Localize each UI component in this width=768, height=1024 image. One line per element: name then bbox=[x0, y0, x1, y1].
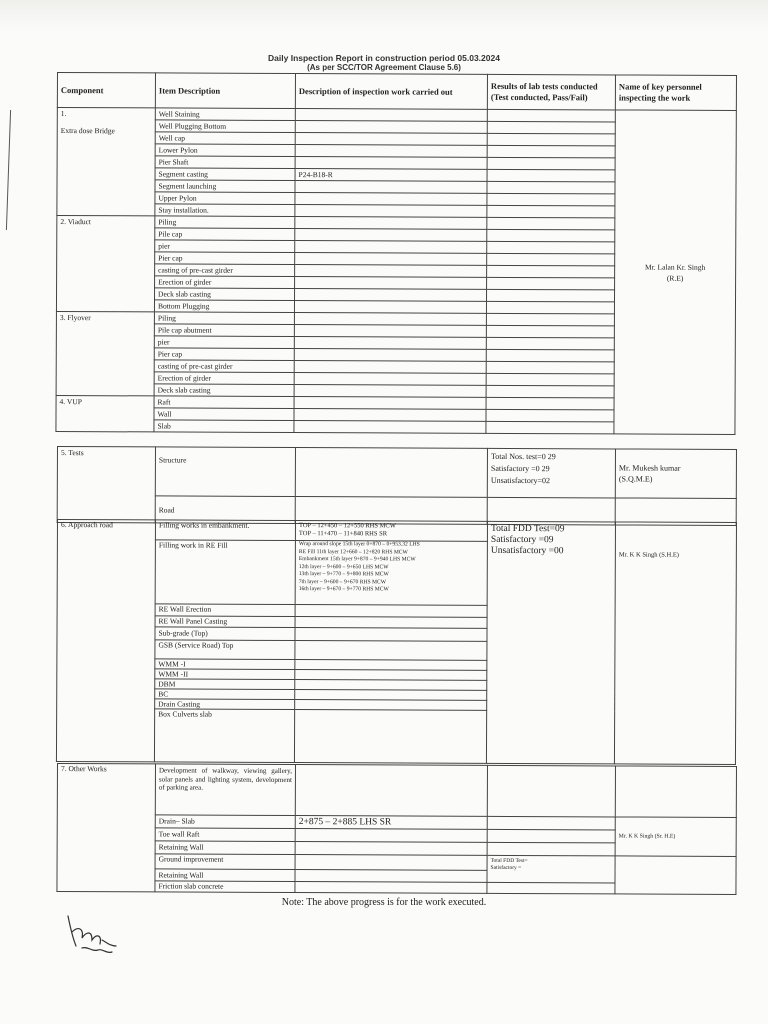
desc-cell bbox=[295, 229, 487, 242]
item-cell: casting of pre-cast girder bbox=[154, 360, 294, 373]
item-cell: Box Culverts slab bbox=[154, 709, 294, 763]
desc-line: 13th layer – 9+770 – 9+800 RHS MCW bbox=[298, 571, 389, 578]
item-cell: Upper Pylon bbox=[155, 192, 295, 205]
component-name: Viaduct bbox=[67, 217, 92, 227]
desc-cell bbox=[295, 289, 487, 302]
component-cell bbox=[56, 311, 154, 395]
personnel-role: (R.E) bbox=[666, 273, 684, 283]
inspection-table-other bbox=[56, 763, 737, 895]
result-cell bbox=[487, 205, 615, 218]
col-item: Item Description bbox=[155, 73, 295, 109]
item-cell: Pier Shaft bbox=[155, 156, 295, 169]
item-cell: Stay installation. bbox=[155, 204, 295, 217]
result-cell bbox=[487, 217, 615, 230]
item-cell: Deck slab casting bbox=[154, 384, 294, 397]
item-cell: Pile cap abutment bbox=[154, 324, 294, 337]
item-cell: BC bbox=[155, 689, 295, 700]
desc-cell bbox=[295, 109, 487, 122]
item-cell: Filling work in RE Fill bbox=[155, 540, 295, 605]
item-cell: Slab bbox=[154, 420, 294, 433]
desc-cell: 2+875 – 2+885 LHS SR bbox=[295, 816, 487, 830]
item-cell: Pier cap bbox=[154, 348, 294, 361]
desc-cell bbox=[295, 145, 487, 158]
result-cell bbox=[487, 181, 615, 194]
item-cell: Toe wall Raft bbox=[155, 828, 295, 842]
result-cell bbox=[487, 253, 615, 266]
inspection-table bbox=[55, 72, 737, 435]
component-name: Approach road bbox=[68, 520, 113, 530]
desc-cell bbox=[295, 641, 487, 661]
desc-cell bbox=[295, 157, 487, 170]
header-row bbox=[57, 73, 736, 111]
item-cell: Drain Casting bbox=[155, 699, 295, 710]
result-line: Satisfactory = bbox=[490, 864, 522, 872]
item-cell: WMM -I bbox=[155, 659, 295, 670]
desc-cell: P24-B18-R bbox=[295, 169, 487, 182]
result-cell bbox=[487, 855, 615, 883]
result-cell bbox=[487, 289, 615, 302]
personnel-cell bbox=[615, 449, 736, 499]
item-cell: Segment casting bbox=[155, 168, 295, 181]
desc-cell bbox=[295, 253, 487, 266]
result-cell bbox=[487, 448, 615, 498]
item-cell: RE Wall Panel Casting bbox=[155, 615, 295, 627]
item-cell: Retaining Wall bbox=[155, 841, 295, 855]
result-cell bbox=[486, 313, 614, 326]
item-cell: pier bbox=[154, 336, 294, 349]
desc-cell bbox=[295, 241, 487, 254]
result-cell bbox=[486, 409, 614, 422]
desc-line: 7th layer – 9+600 – 9+670 RHS MCW bbox=[298, 578, 387, 585]
personnel-name: Mr. Mukesh kumar bbox=[618, 463, 681, 473]
personnel-name: Mr. Lalan Kr. Singh bbox=[645, 262, 706, 272]
result-line: Satisfactory =0 29 bbox=[490, 463, 550, 474]
component-cell bbox=[56, 520, 155, 762]
result-cell bbox=[487, 829, 615, 843]
personnel-name: Mr. K K Singh (Sr. H.E) bbox=[618, 833, 676, 840]
result-cell bbox=[486, 521, 615, 764]
component-name: Extra dose Bridge bbox=[60, 126, 115, 136]
item-cell: Pile cap bbox=[155, 228, 295, 241]
report-subtitle: (As per SCC/TOR Agreement Clause 5.6) bbox=[307, 63, 461, 72]
item-cell: Development of walkway, viewing gallery, solar panels and lighting system, development of parking area. bbox=[155, 764, 295, 816]
personnel-cell bbox=[614, 110, 736, 435]
component-cell bbox=[57, 108, 155, 216]
component-number: 7. bbox=[60, 764, 67, 774]
result-cell bbox=[487, 133, 615, 146]
desc-cell bbox=[294, 301, 486, 314]
desc-line: 12th layer – 9+600 – 9+650 LHS MCW bbox=[298, 563, 389, 570]
item-cell: Erection of girder bbox=[155, 276, 295, 289]
desc-cell bbox=[295, 121, 487, 134]
signature-scribble bbox=[62, 912, 132, 962]
personnel-cell bbox=[615, 856, 736, 895]
item-cell: Piling bbox=[155, 216, 295, 229]
desc-cell bbox=[295, 133, 487, 146]
component-name: Other Works bbox=[68, 764, 107, 774]
desc-cell bbox=[295, 277, 487, 290]
item-cell: Well cap bbox=[155, 132, 295, 145]
inspection-table-lower bbox=[57, 446, 737, 526]
result-line: Total FDD Test=09 bbox=[490, 523, 565, 535]
result-cell bbox=[486, 301, 614, 314]
result-cell bbox=[486, 385, 614, 398]
item-cell: pier bbox=[155, 240, 295, 253]
desc-cell bbox=[294, 313, 486, 326]
component-cell bbox=[57, 764, 156, 892]
desc-cell bbox=[295, 205, 487, 218]
personnel-role: (S.Q.M.E) bbox=[618, 474, 653, 484]
desc-cell bbox=[295, 882, 487, 894]
desc-cell bbox=[295, 765, 487, 817]
component-cell bbox=[56, 216, 154, 312]
result-cell bbox=[487, 229, 615, 242]
item-cell: Friction slab concrete bbox=[155, 881, 295, 893]
component-number: 3. bbox=[59, 313, 66, 323]
desc-line: RE Fill 11th layer 12+660 – 12+820 RHS MCW bbox=[298, 548, 408, 556]
result-cell bbox=[487, 241, 615, 254]
item-cell: Erection of girder bbox=[154, 372, 294, 385]
component-number: 1. bbox=[60, 109, 67, 119]
report-title: Daily Inspection Report in construction period 05.03.2024 bbox=[268, 53, 500, 63]
item-cell: Segment launching bbox=[155, 180, 295, 193]
item-cell: GSB (Service Road) Top bbox=[155, 640, 295, 660]
result-cell bbox=[487, 157, 615, 170]
result-cell bbox=[486, 421, 614, 434]
item-cell: Bottom Plugging bbox=[154, 300, 294, 313]
item-cell: Road bbox=[155, 496, 295, 524]
result-cell bbox=[487, 169, 615, 182]
item-cell: WMM -II bbox=[155, 669, 295, 680]
result-cell bbox=[487, 121, 615, 134]
result-line: Unsatisfactory =00 bbox=[490, 545, 564, 557]
item-cell: RE Wall Erection bbox=[155, 604, 295, 616]
result-cell bbox=[487, 277, 615, 290]
item-cell: Retaining Wall bbox=[155, 869, 295, 882]
component-name: Flyover bbox=[67, 313, 91, 323]
result-cell bbox=[486, 337, 614, 350]
result-cell bbox=[487, 816, 615, 830]
component-number: 6. bbox=[60, 520, 67, 530]
item-cell: Piling bbox=[154, 312, 294, 325]
scan-shadow bbox=[0, 0, 768, 30]
col-component: Component bbox=[57, 73, 155, 108]
result-line: Satisfactory =09 bbox=[490, 534, 554, 546]
item-cell: Pier cap bbox=[155, 252, 295, 265]
item-cell: Filling works in embankment. bbox=[155, 520, 295, 541]
item-cell: casting of pre-cast girder bbox=[155, 264, 295, 277]
component-name: Tests bbox=[68, 448, 84, 458]
result-cell bbox=[487, 145, 615, 158]
col-personnel: Name of key personnel inspecting the work bbox=[615, 75, 736, 111]
desc-cell bbox=[294, 337, 486, 350]
table-row bbox=[57, 764, 736, 818]
desc-cell bbox=[295, 217, 487, 230]
desc-line: TOP – 11+470 – 11+840 RHS SR bbox=[298, 530, 388, 538]
component-cell bbox=[56, 395, 154, 431]
item-cell: Well Staining bbox=[155, 108, 295, 121]
result-line: Total FDD Test= bbox=[490, 857, 528, 865]
item-cell: Lower Pylon bbox=[155, 144, 295, 157]
component-number: 5. bbox=[60, 448, 67, 458]
item-cell: Deck slab casting bbox=[155, 288, 295, 301]
desc-cell bbox=[294, 710, 486, 764]
desc-cell bbox=[295, 829, 487, 843]
desc-cell bbox=[294, 325, 486, 338]
personnel-cell bbox=[614, 522, 736, 765]
component-number: 2. bbox=[60, 217, 66, 227]
desc-cell bbox=[295, 605, 487, 617]
result-cell bbox=[487, 109, 615, 122]
desc-line: Embankment 15th layer 9+870 – 9+940 LHS MCW bbox=[298, 556, 416, 563]
result-cell bbox=[486, 373, 614, 386]
desc-line: TOP – 12+450 – 12+550 RHS MCW bbox=[298, 522, 396, 530]
desc-line: 16th layer – 9+670 – 9+770 RHS MCW bbox=[298, 586, 389, 593]
desc-cell bbox=[295, 842, 487, 856]
desc-cell bbox=[295, 541, 487, 606]
desc-cell bbox=[295, 521, 487, 542]
inspection-table-approach bbox=[56, 519, 737, 765]
result-cell bbox=[486, 361, 614, 374]
component-cell bbox=[57, 447, 155, 523]
desc-cell bbox=[295, 870, 487, 883]
item-cell: DBM bbox=[155, 679, 295, 690]
desc-line: Wrap around slope 15th layer 0+870 – 0+953.32 LHS bbox=[298, 541, 420, 548]
component-name: VUP bbox=[66, 397, 82, 407]
col-description: Description of inspection work carried out bbox=[295, 74, 487, 110]
margin-mark bbox=[6, 110, 11, 230]
personnel-cell bbox=[615, 817, 736, 857]
desc-cell bbox=[295, 181, 487, 194]
desc-cell bbox=[295, 855, 487, 871]
desc-cell bbox=[295, 616, 487, 628]
col-results: Results of lab tests conducted (Test conducted, Pass/Fail) bbox=[487, 74, 615, 110]
footer-note: Note: The above progress is for the work executed. bbox=[281, 897, 487, 908]
component-number: 4. bbox=[59, 397, 66, 407]
desc-cell bbox=[295, 628, 487, 642]
desc-cell bbox=[295, 265, 487, 278]
desc-cell bbox=[294, 421, 486, 434]
item-cell: Structure bbox=[155, 447, 295, 497]
personnel-cell bbox=[615, 766, 736, 818]
desc-cell bbox=[295, 193, 487, 206]
item-cell: Sub-grade (Top) bbox=[155, 627, 295, 641]
result-cell bbox=[487, 193, 615, 206]
desc-cell bbox=[295, 448, 487, 498]
result-cell bbox=[487, 882, 615, 894]
desc-cell bbox=[294, 385, 486, 398]
desc-cell bbox=[294, 373, 486, 386]
result-cell bbox=[487, 265, 615, 278]
item-cell: Ground improvement bbox=[155, 854, 295, 870]
result-cell bbox=[486, 397, 614, 410]
personnel-name: Mr. K K Singh (S.H.E) bbox=[618, 551, 680, 559]
desc-cell bbox=[294, 397, 486, 410]
result-line: Unsatisfactory=02 bbox=[490, 475, 551, 486]
desc-cell bbox=[294, 409, 486, 422]
item-cell: Well Plugging Bottom bbox=[155, 120, 295, 133]
result-cell bbox=[486, 325, 614, 338]
table-row bbox=[57, 447, 736, 499]
result-cell bbox=[486, 349, 614, 362]
result-line: Total Nos. test=0 29 bbox=[490, 451, 556, 462]
result-cell bbox=[487, 765, 615, 817]
item-cell: Raft bbox=[154, 396, 294, 409]
item-cell: Drain– Slab bbox=[155, 815, 295, 829]
desc-cell bbox=[294, 361, 486, 374]
item-cell: Wall bbox=[154, 408, 294, 421]
result-cell bbox=[487, 842, 615, 856]
desc-cell bbox=[294, 349, 486, 362]
